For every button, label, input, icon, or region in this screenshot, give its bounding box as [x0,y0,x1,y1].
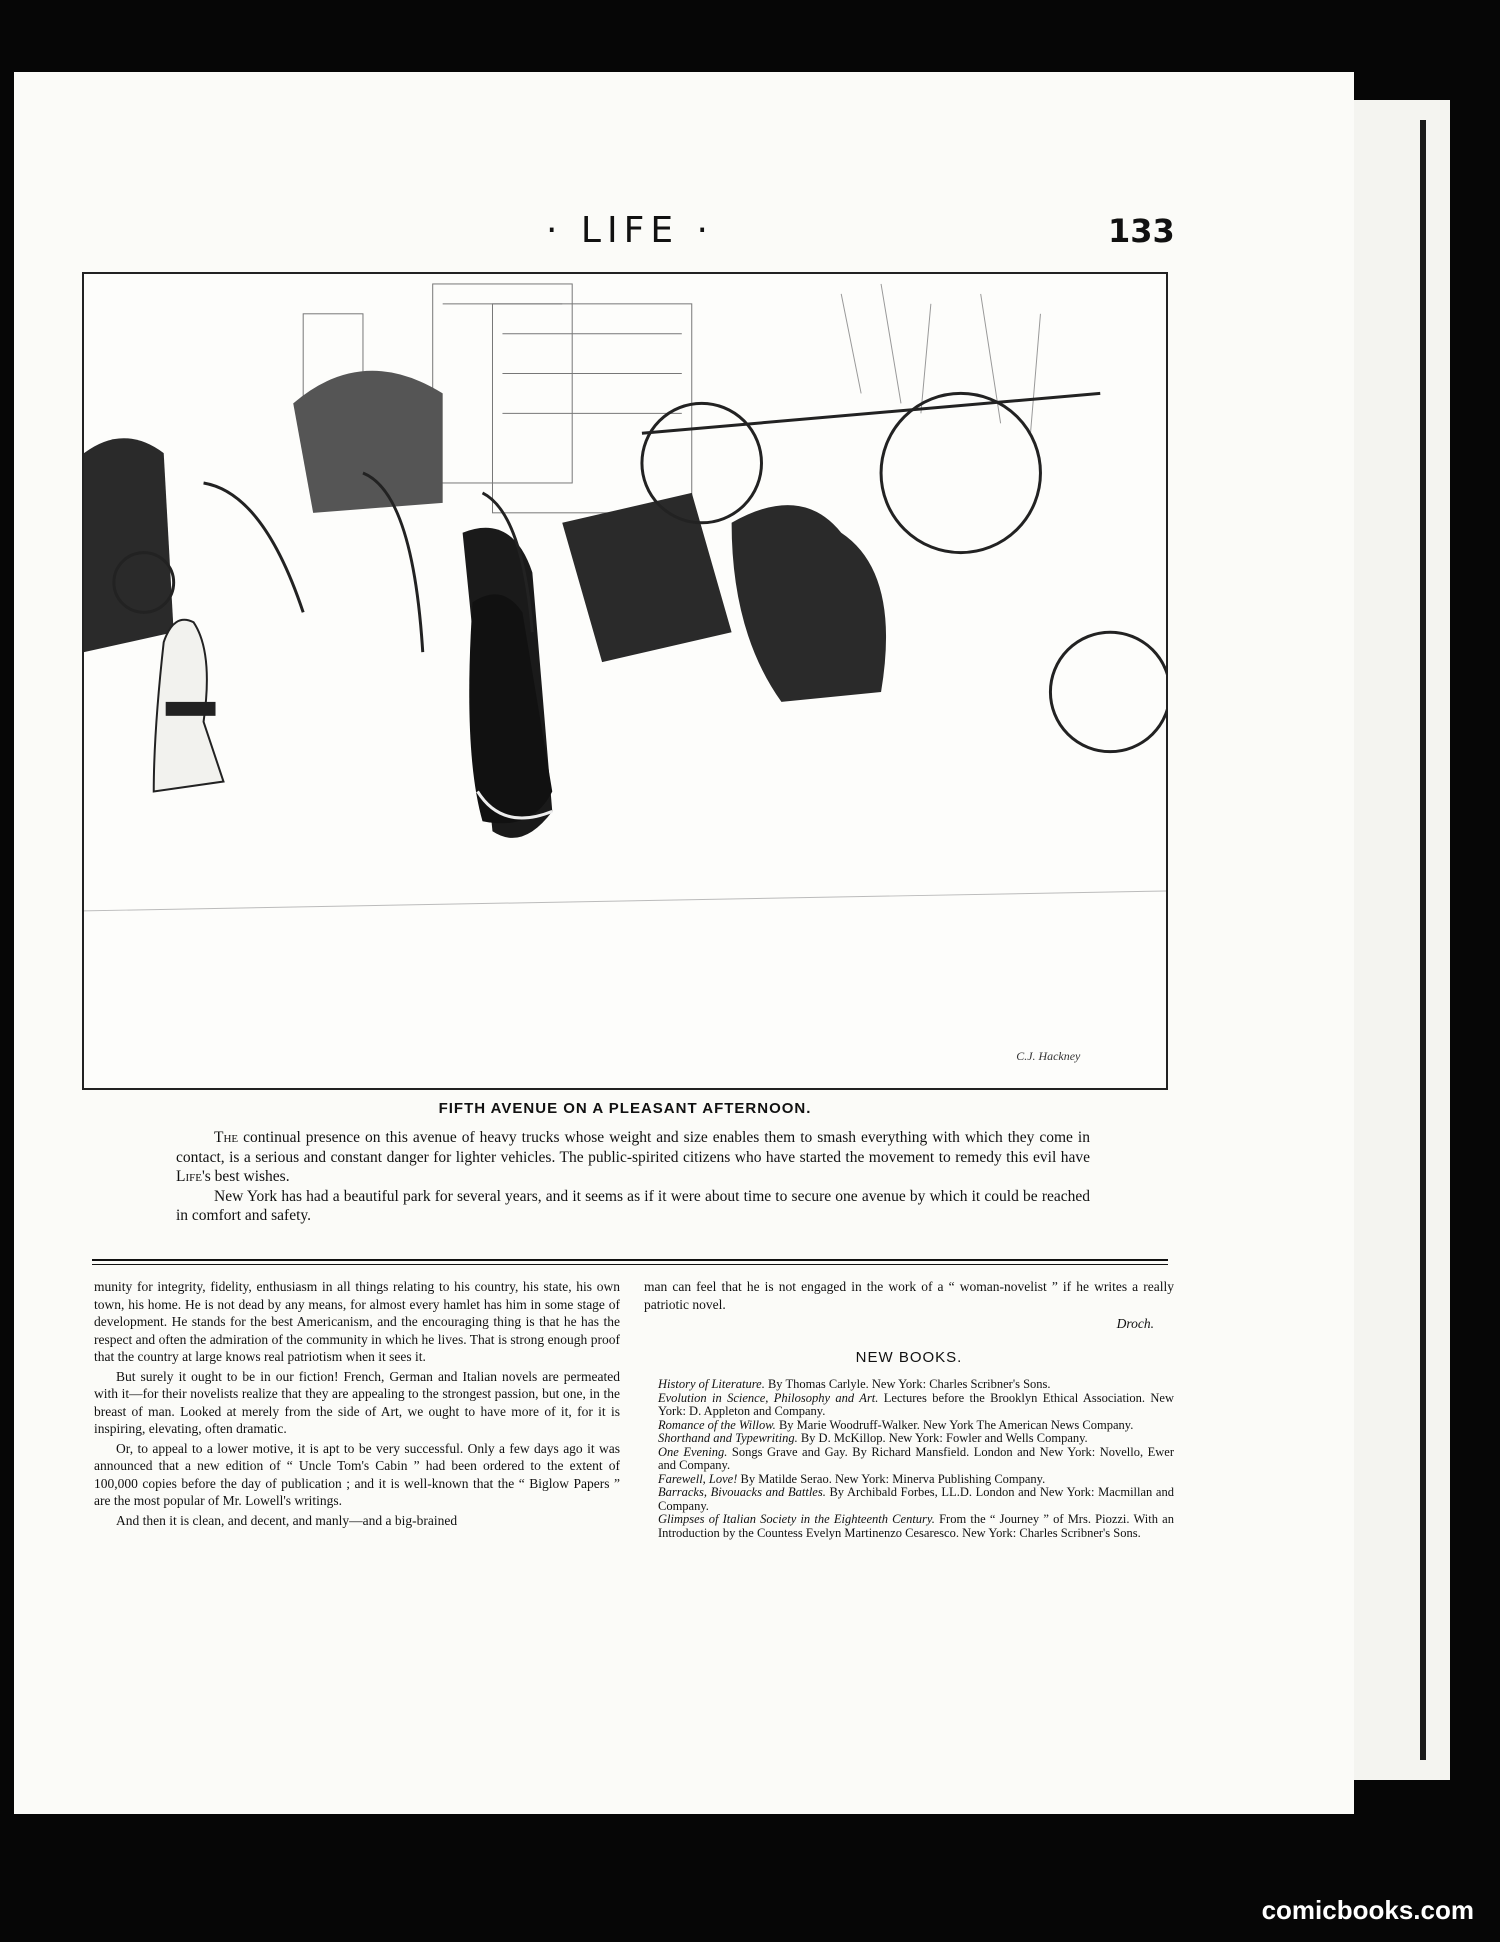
book-entry [644,1513,1174,1540]
caption-paragraph-1 [176,1128,1090,1187]
caption-text-1: continual presence on this avenue of heavy trucks whose weight and size enables them to smash everything with which they come in contact, is a serious and constant danger for lighter vehicles. The public-spirited citizens who have started the movement to remedy this evil have [176,1129,1090,1166]
book-title: Farewell, Love! [658,1471,738,1486]
book-details: By Marie Woodruff-Walker. New York The American News Company. [775,1417,1134,1432]
site-watermark: comicbooks.com [1261,1895,1474,1925]
book-title: Barracks, Bivouacks and Battles. [658,1485,826,1499]
book-title: Romance of the Willow. [658,1417,776,1432]
book-entry [644,1378,1174,1392]
book-entry [644,1473,1174,1487]
book-details: From the “ Journey ” of Mrs. Piozzi. With an Introduction by the Countess Evelyn Martinenzo Cesaresco. New York: Charles Scribner's Sons. [658,1512,1174,1540]
book-details: By D. McKillop. New York: Fowler and Wells Company. [797,1431,1088,1445]
caption-text-1-tail: 's best wishes. [201,1168,290,1185]
book-details: By Matilde Serao. New York: Minerva Publishing Company. [737,1471,1046,1486]
article-paragraph-5: man can feel that he is not engaged in the work of a “ woman-novelist ” if he writes a really patriotic novel. [644,1279,1174,1312]
book-title: One Evening. [658,1444,728,1459]
running-title: · LIFE · [546,210,714,251]
street-scene-engraving [84,274,1166,1088]
page-gutter-shadow [1420,120,1426,1760]
article-paragraph-3: Or, to appeal to a lower motive, it is apt to be very successful. Only a few days ago it was announced that a new edition of “ Uncle Tom's Cabin ” had been ordered to the extent of 100,000 copies before the day of publication ; and it is well-known that the “ Biglow Papers ” are the most popular of Mr. Lowell's writings. [94,1440,620,1508]
book-details: Lectures before the Brooklyn Ethical Association. New York: D. Appleton and Company. [658,1390,1174,1418]
caption-body [176,1128,1090,1226]
book-entry [644,1419,1174,1433]
book-title: Evolution in Science, Philosophy and Art. [658,1390,879,1405]
article-paragraph-4: And then it is clean, and decent, and manly—and a big-brained [116,1512,458,1528]
caption-lead-word: The [214,1129,239,1146]
book-title: Glimpses of Italian Society in the Eighteenth Century. [658,1512,935,1526]
caption-paragraph-2: New York has had a beautiful park for several years, and it seems as if it were about time to secure one avenue by which it could be reached in comfort and safety. [176,1187,1090,1224]
page-number: 133 [1108,212,1175,250]
artist-signature: C.J. Hackney [1016,1049,1081,1064]
book-entry [644,1446,1174,1473]
fifth-avenue-illustration [82,272,1168,1090]
author-signoff: Droch. [1116,1316,1154,1331]
book-entry [644,1486,1174,1513]
section-divider [92,1259,1168,1265]
book-details: By Thomas Carlyle. New York: Charles Scribner's Sons. [764,1377,1051,1391]
article-left-column [94,1278,620,1531]
caption-life-mention: Life [176,1168,202,1185]
book-details: Songs Grave and Gay. By Richard Mansfield. London and New York: Novello, Ewer and Company. [658,1444,1175,1472]
book-title: History of Literature. [658,1377,765,1391]
book-entry [644,1432,1174,1446]
adjacent-page-edge [1340,100,1450,1780]
illustration-caption-title: FIFTH AVENUE ON A PLEASANT AFTERNOON. [438,1100,812,1117]
article-paragraph-2: But surely it ought to be in our fiction! French, German and Italian novels are permeated with it—for their novelists realize that they are appealing to the strongest passion, but one, in the breast of man. Looked at merely from the side of Art, we ought to have more of it, for it is inspiring, elevating, often dramatic. [94,1368,620,1436]
new-books-list [644,1378,1174,1540]
new-books-heading: NEW BOOKS. [855,1348,963,1366]
book-title: Shorthand and Typewriting. [658,1431,798,1445]
article-right-column [644,1278,1174,1540]
article-paragraph-1: munity for integrity, fidelity, enthusiasm in all things relating to his country, his state, his own town, his home. He is not dead by any means, for almost every hamlet has him in some stage of development. He stands for the best Americanism, and the encouraging thing is that he has the respect and often the admiration of the community in which he lives. That is strong enough proof that the country at large knows real patriotism when it sees it. [94,1279,620,1364]
book-details: By Archibald Forbes, LL.D. London and New York: Macmillan and Company. [658,1485,1174,1513]
book-entry [644,1392,1174,1419]
